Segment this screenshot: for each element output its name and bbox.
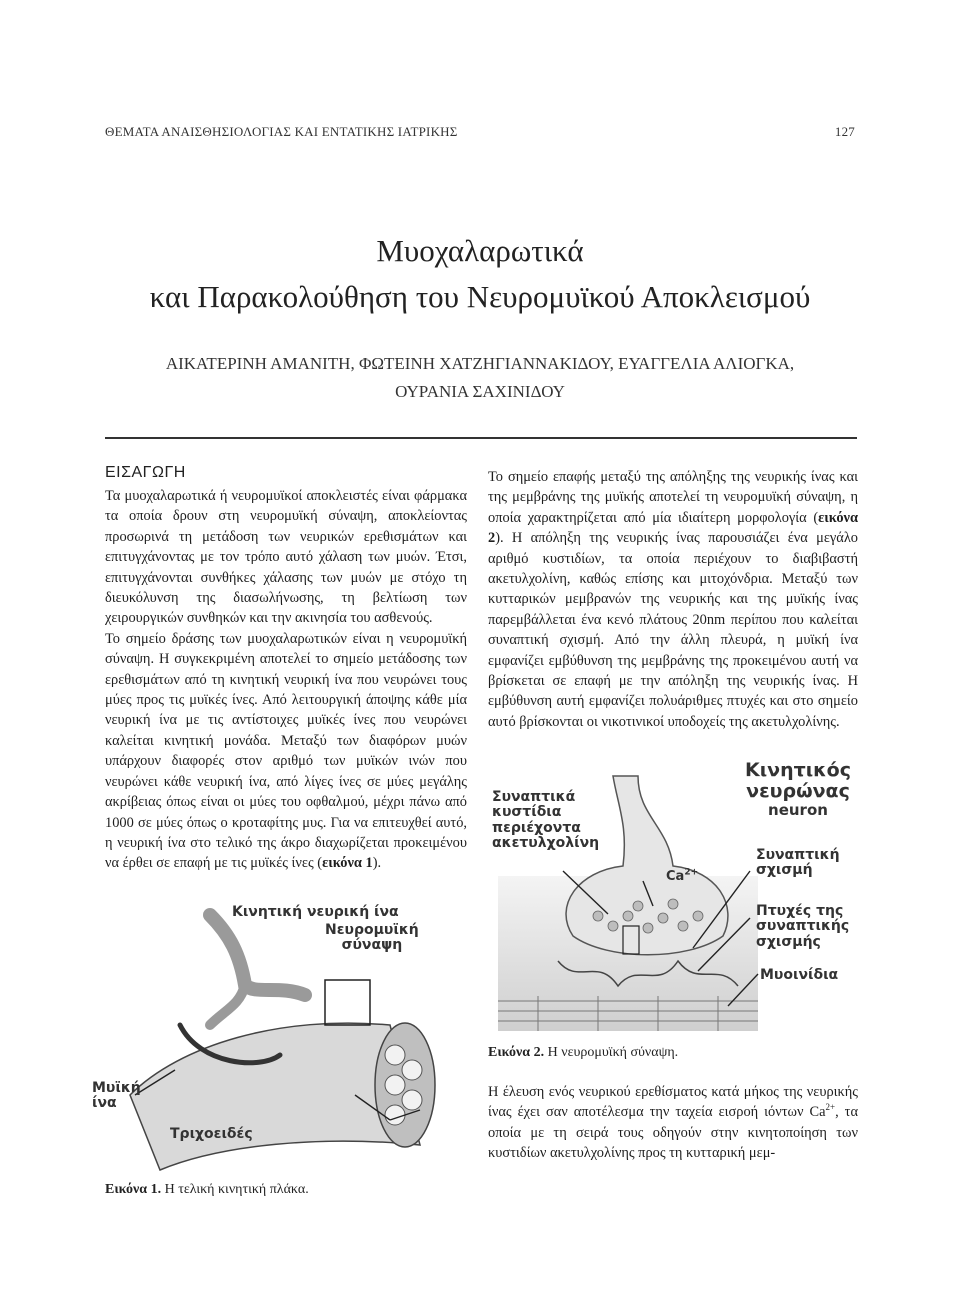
right-paragraph-2 bbox=[488, 1082, 858, 1164]
label-nmj-2: σύναψη bbox=[341, 937, 403, 954]
label-motor-neuron-1: Κινητικός bbox=[745, 759, 851, 781]
label-myofibrils: Μυοινίδια bbox=[760, 967, 839, 983]
figure-1-caption-text: Η τελική κινητική πλάκα. bbox=[161, 1182, 309, 1197]
right-p2 bbox=[488, 1082, 858, 1164]
header-divider bbox=[105, 437, 857, 439]
label-folds-2: συναπτικής bbox=[756, 918, 850, 935]
label-vesicles bbox=[492, 790, 599, 852]
motor-end-plate-illustration bbox=[90, 895, 480, 1175]
article-title bbox=[60, 228, 900, 320]
figure-2-caption-label: Εικόνα 2. bbox=[488, 1045, 545, 1060]
label-motor-neuron-2: νευρώνας bbox=[746, 779, 850, 802]
title-line-2: και Παρακολούθηση του Νευρομυϊκού Αποκλεισμού bbox=[149, 279, 811, 314]
title-line-1: Μυοχαλαρωτικά bbox=[376, 233, 584, 268]
label-vesicles-1: Συναπτικά bbox=[492, 789, 576, 805]
label-muscle-fiber bbox=[92, 1081, 141, 1112]
intro-paragraph-2 bbox=[105, 629, 467, 874]
intro-p2-tail: ). bbox=[372, 855, 382, 872]
right-p1-text: Το σημείο επαφής μεταξύ της απόληξης της νευρικής ίνας και της μεμβράνης της μυϊκής αποτελεί τη νευρομυϊκή σύναψη, η οποία χαρακτηρίζεται από μία ιδιαίτερη μορφολογία ( bbox=[488, 469, 858, 526]
label-calcium bbox=[666, 867, 699, 884]
journal-title: ΘΕΜΑΤΑ ΑΝΑΙΣΘΗΣΙΟΛΟΓΙΑΣ ΚΑΙ ΕΝΤΑΤΙΚΗΣ ΙΑΤΡΙΚΗΣ bbox=[105, 124, 458, 139]
right-p1-tail: ). Η απόληξη της νευρικής ίνας παρουσιάζει ένα μεγάλο αριθμό κυστιδίων, τα οποία περιέχουν το διαβιβαστή ακετυλχολίνη, καθώς επίσης και μιτοχόνδρια. Μεταξύ των κυτταρικών μεμβρανών της νευρικής και της μυϊκής ίνας παρεμβάλλεται ένα κενό πλάτους 20nm περίπου που καλείται συναπτική σχισμή. Από την άλλη πλευρά, η μυϊκή ίνα εμφανίζει εμβύθυνση της μεμβράνης της προκειμένου αυτή να βρίσκεται σε επαφή με την απόληξη της νευρικής ίνας. Η εμβύθυνση αυτή εμφανίζει πολυάριθμες πτυχές και στο σημείο αυτό βρίσκονται οι νικοτινικοί υποδοχείς της ακετυλχολίνης. bbox=[488, 530, 858, 730]
left-column bbox=[105, 462, 467, 874]
figure-2 bbox=[488, 756, 858, 1036]
right-paragraph-1 bbox=[488, 467, 858, 732]
figure-1 bbox=[90, 895, 480, 1175]
label-cleft-1: Συναπτική bbox=[756, 847, 840, 863]
label-folds bbox=[756, 904, 849, 950]
label-capillaries: Τριχοειδές bbox=[170, 1126, 253, 1142]
authors-line-2: ΟΥΡΑΝΙΑ ΣΑΧΙΝΙΔΟΥ bbox=[395, 382, 565, 401]
label-folds-1: Πτυχές της bbox=[756, 903, 844, 919]
label-nmj bbox=[325, 923, 419, 954]
intro-p2-text: Το σημείο δράσης των μυοχαλαρωτικών είναι η νευρομυϊκή σύναψη. Η συγκεκριμένη αποτελεί το σημείο μετάδοσης των ερεθισμάτων από τη κινητική νευρική ίνα που νευρώνει τους μύες προς τις μυϊκές ίνες. Από λειτουργική άποψης κάθε μία νευρική ίνα με τις αντίστοιχες μυϊκές ίνες που νευρώνει καλείται κινητική μονάδα. Μεταξύ των διαφόρων μυών υπάρχουν διαφορές στον αριθμό των μυϊκών ινών που νευρώνει κάθε νευρική ίνα, από λίγες ίνες σε μύες μεγάλης ακρίβειας όπως είναι οι μύες του οφθαλμού, μέχρι πάνω από 1000 σε μύες όπως ο κροταφίτης μυς. Για να επιτευχθεί αυτό, η νευρική ίνα στο τελικό της άκρο διαχωρίζεται προκειμένου να έρθει σε επαφή με τις μυϊκές ίνες ( bbox=[105, 630, 467, 872]
label-folds-3: σχισμής bbox=[756, 933, 821, 950]
figure-2-caption bbox=[488, 1045, 678, 1061]
figure-1-caption-label: Εικόνα 1. bbox=[105, 1182, 162, 1197]
label-ca-sup: 2+ bbox=[684, 867, 699, 878]
figure-2-reference: εικόνα 2 bbox=[488, 509, 858, 547]
label-muscle-1: Μυϊκή bbox=[92, 1080, 141, 1096]
label-vesicles-2: κυστίδια bbox=[492, 804, 562, 821]
intro-paragraph-1: Τα μυοχαλαρωτικά ή νευρομυϊκοί αποκλειστές είναι φάρμακα τα οποία δρουν στη νευρομυϊκή σύναψη, αποκλείοντας προσωρινά τη μετάδοση των νευρικών ερεθισμάτων και επιτυγχάνοντας με τον τρόπο αυτό χάλαση των μυών. Έτσι, επιτυγχάνονται συνθήκες χάλασης των μυών με στόχο τη διευκόλυνση της διασωλήνωσης, τη βελτίωση των χειρουργικών συνθηκών και την ακινησία του ασθενούς. bbox=[105, 488, 467, 627]
right-p2-text: Η έλευση ενός νευρικού ερεθίσματος κατά μήκος της νευρικής ίνας έχει σαν αποτέλεσμα την ταχεία εισροή ιόντων Ca bbox=[488, 1084, 858, 1121]
label-vesicles-3: περιέχοντα bbox=[492, 819, 581, 836]
label-nmj-1: Νευρομυϊκή bbox=[325, 922, 419, 938]
page-number: 127 bbox=[834, 124, 855, 139]
nerve-fiber-shape bbox=[210, 915, 305, 995]
right-p2-tail: , τα οποία με τη σειρά τους οδηγούν στην κινητοποίηση των κυστιδίων ακετυλχολίνης προς τη κυτταρική μεμ- bbox=[488, 1104, 858, 1162]
label-ca: Ca bbox=[666, 869, 685, 884]
calcium-charge: 2+ bbox=[825, 1102, 836, 1113]
label-cleft bbox=[756, 848, 840, 879]
figure-2-caption-text: Η νευρομυϊκή σύναψη. bbox=[544, 1045, 679, 1060]
label-muscle-2: ίνα bbox=[92, 1095, 117, 1112]
label-vesicles-4: ακετυλχολίνη bbox=[492, 835, 600, 852]
running-head bbox=[105, 124, 855, 140]
figure-1-reference: εικόνα 1 bbox=[322, 855, 373, 872]
right-column bbox=[488, 467, 858, 732]
figure-1-caption bbox=[105, 1182, 309, 1198]
label-motor-nerve-fiber: Κινητική νευρική ίνα bbox=[232, 904, 399, 920]
author-list bbox=[60, 350, 900, 406]
nmj-highlight-box bbox=[325, 980, 370, 1025]
nerve-branch-shape bbox=[210, 985, 245, 1025]
authors-line-1: ΑΙΚΑΤΕΡΙΝΗ ΑΜΑΝΙΤΗ, ΦΩΤΕΙΝΗ ΧΑΤΖΗΓΙΑΝΝΑΚΙΔΟΥ, ΕΥΑΓΓΕΛΙΑ ΑΛΙΟΓΚΑ, bbox=[165, 354, 795, 373]
label-cleft-2: σχισμή bbox=[756, 862, 813, 879]
label-motor-neuron bbox=[743, 760, 853, 818]
section-heading-intro: ΕΙΣΑΓΩΓΗ bbox=[105, 464, 186, 481]
label-neuron: neuron bbox=[768, 800, 828, 819]
